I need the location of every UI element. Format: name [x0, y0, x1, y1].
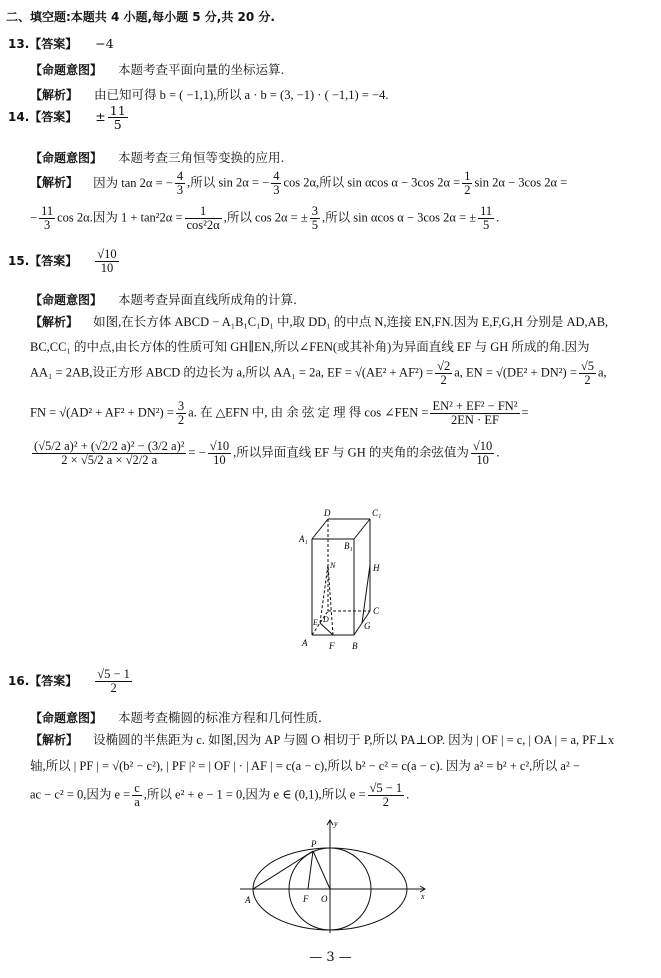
q15-l3a: AA₁ = 2AB,设正方形 ABCD 的边长为 a,所以 AA₁ = 2a, EF = √(AE² + AF²) =	[30, 365, 434, 380]
q16-analysis-line2: 轴,所以 | PF | = √(b² − c²), | PF |² = | OF | · | AF | = c(a − c),所以 b² − c² = c(a − c). 因为 a² = b² + c²,所以 a² −	[30, 759, 580, 773]
q15-l5-frac1	[208, 440, 231, 467]
edge-d1a1	[312, 519, 328, 539]
q15-intent-line	[30, 290, 297, 308]
q14-frac1	[175, 170, 185, 197]
q16-l3a: ac − c² = 0,因为 e =	[30, 787, 131, 802]
label-b: B	[352, 641, 358, 651]
q15-l4f2n: EN² + EF² − FN²	[432, 399, 518, 413]
q16-intent: 本题考查椭圆的标准方程和几何性质.	[118, 710, 322, 725]
q15-intent: 本题考查异面直线所成角的计算.	[118, 292, 297, 307]
label-b1: B₁	[344, 541, 353, 551]
q16-answer-den: 2	[110, 681, 117, 696]
label-p: P	[311, 839, 317, 849]
q16-l3f2d: 2	[382, 795, 389, 810]
q15-analysis-line2: BC,CC₁ 的中点,由长方体的性质可知 GH∥EN,所以∠FEN(或其补角)为异面直线 EF 与 GH 所成的角.因为	[30, 340, 590, 354]
q15-l5-frac2	[471, 440, 494, 467]
q13-answer-line	[8, 35, 114, 52]
q14-f6n: 3	[311, 204, 318, 218]
q14-f4n: 11	[41, 204, 54, 218]
q15-l5-den: 2 × √5/2 a × √2/2 a	[61, 453, 158, 468]
q14-l1a: 因为 tan 2α = −	[93, 175, 173, 190]
q16-l3-frac1	[132, 782, 142, 809]
q14-f5d: cos²2α	[186, 218, 220, 233]
q15-l5-bigfrac	[32, 440, 186, 467]
q15-analysis-line1	[30, 312, 608, 330]
label-d: D	[323, 615, 329, 624]
q15-l4b: a. 在 △EFN 中, 由 余 弦 定 理 得 cos ∠FEN =	[188, 405, 429, 420]
q15-l3b: a, EN = √(DE² + DN²) =	[454, 365, 577, 380]
q14-l2d: ,所以 sin αcos α − 3cos 2α = ±	[321, 210, 477, 225]
q15-l4c: =	[521, 405, 529, 420]
q14-answer-den: 5	[113, 117, 122, 133]
q15-answer-den: 10	[100, 261, 114, 276]
ellipse-figure	[235, 815, 435, 935]
q14-l2a: −	[30, 210, 38, 225]
q14-l2c: ,所以 cos 2α = ±	[223, 210, 308, 225]
segment-gh	[362, 565, 370, 623]
label-a: A	[302, 638, 308, 648]
q15-l4fn: 3	[177, 399, 185, 413]
q16-analysis-tag: 【解析】	[30, 733, 79, 747]
q15-analysis-tag: 【解析】	[30, 315, 79, 329]
q14-f7n: 11	[480, 204, 493, 218]
q15-l5a: = −	[188, 445, 206, 460]
q14-frac3	[462, 170, 472, 197]
q15-l3f1d: 2	[440, 373, 447, 388]
q16-analysis-line1	[30, 730, 614, 748]
q14-l2b: cos 2α.因为 1 + tan²2α =	[57, 210, 183, 225]
q15-answer-num: √10	[97, 247, 117, 261]
q14-answer-num: 11	[109, 103, 126, 118]
q13-answer-tag: 【答案】	[29, 37, 78, 51]
q14-f2n: 4	[273, 169, 280, 183]
q14-f6d: 5	[311, 218, 318, 233]
q16-l3c: .	[406, 787, 410, 802]
q14-f3n: 1	[464, 169, 471, 183]
q15-l3-frac2	[579, 360, 596, 387]
q14-intent-tag: 【命题意图】	[30, 151, 103, 165]
q15-l5f2d: 10	[476, 453, 489, 468]
q13-answer: −4	[95, 36, 114, 51]
q16-answer-line	[8, 668, 134, 695]
q16-answer-tag: 【答案】	[29, 674, 78, 689]
page-number: — 3 —	[309, 950, 352, 965]
q16-intent-tag: 【命题意图】	[30, 711, 103, 725]
q14-intent: 本题考查三角恒等变换的应用.	[118, 150, 285, 165]
q15-l5-num: (√5/2 a)² + (√2/2 a)² − (3/2 a)²	[34, 439, 185, 453]
q14-frac7	[478, 205, 494, 232]
label-a-point: A	[245, 895, 251, 905]
q16-analysis-line3	[30, 782, 409, 809]
cuboid-figure	[290, 505, 400, 655]
segment-op	[313, 851, 330, 889]
q14-analysis-tag: 【解析】	[30, 175, 79, 190]
label-e: E	[313, 618, 318, 627]
q15-l3f2n: √5	[580, 359, 594, 373]
q15-l5fn: √10	[209, 439, 230, 453]
q16-l3f2n: √5 − 1	[369, 781, 403, 795]
q14-l2e: .	[496, 210, 500, 225]
q13-intent-line	[30, 60, 284, 78]
q14-answer-line	[8, 104, 130, 131]
q15-answer-fraction	[95, 248, 118, 275]
q16-number: 16.	[8, 674, 30, 689]
q15-l4f2d: 2EN · EF	[451, 413, 499, 428]
label-a1: A₁	[299, 534, 308, 544]
q15-l1: 如图,在长方体 ABCD − A₁B₁C₁D₁ 中,取 DD₁ 的中点 N,连接 EN,FN.因为 E,F,G,H 分别是 AD,AB,	[93, 315, 609, 329]
q15-l5f2n: √10	[472, 439, 493, 453]
q13-analysis-line	[30, 85, 388, 103]
q16-intent-line	[30, 708, 322, 726]
q14-number: 14.	[8, 110, 30, 125]
q15-analysis-line5	[30, 440, 499, 467]
label-c1: C₁	[372, 508, 382, 518]
label-g: G	[364, 621, 371, 631]
q14-f4d: 3	[43, 218, 51, 233]
q15-l5b: ,所以异面直线 EF 与 GH 的夹角的余弦值为	[233, 445, 469, 460]
q15-intent-tag: 【命题意图】	[30, 293, 103, 307]
q13-number: 13.	[8, 37, 30, 51]
label-d1: D	[324, 508, 331, 518]
q15-l4fd: 2	[177, 413, 185, 428]
q14-f7d: 5	[483, 218, 490, 233]
section-title: 二、填空题:本题共 4 小题,每小题 5 分,共 20 分.	[6, 10, 275, 24]
q14-frac5	[185, 205, 222, 232]
q14-frac2	[271, 170, 281, 197]
q16-l3fn: c	[134, 781, 140, 795]
q15-l3f1n: √2	[437, 359, 451, 373]
q14-analysis-line2	[30, 205, 499, 232]
label-f: F	[329, 641, 335, 651]
q14-l1d: sin 2α − 3cos 2α =	[474, 175, 568, 190]
q15-l3f2d: 2	[584, 373, 591, 388]
label-o: O	[321, 894, 328, 904]
label-c: C	[373, 606, 380, 616]
q14-f5n: 1	[185, 205, 222, 219]
q14-analysis-line1	[30, 170, 567, 197]
q14-f2d: 3	[273, 183, 280, 198]
edge-b1c1	[354, 519, 370, 539]
q13-analysis: 由已知可得 b = ( −1,1),所以 a · b = (3, −1) · ( −1,1) = −4.	[94, 88, 389, 102]
q15-l3c: a,	[598, 365, 607, 380]
q16-l3fd: a	[134, 795, 140, 810]
q15-analysis-line4	[30, 400, 529, 427]
q14-f3d: 2	[464, 183, 471, 198]
q14-answer-fraction	[108, 104, 128, 131]
q15-l4-frac1	[176, 400, 186, 427]
q14-intent-line	[30, 148, 284, 166]
q13-analysis-tag: 【解析】	[30, 88, 79, 102]
q15-analysis-line3	[30, 360, 607, 387]
q14-l1c: cos 2α,所以 sin αcos α − 3cos 2α =	[283, 175, 461, 190]
segment-pf	[308, 851, 313, 889]
q14-frac4	[39, 205, 55, 232]
q15-number: 15.	[8, 254, 30, 269]
q15-l4a: FN = √(AD² + AF² + DN²) =	[30, 405, 174, 420]
q14-f1d: 3	[176, 183, 184, 198]
q16-l1: 设椭圆的半焦距为 c. 如图,因为 AP 与圆 O 相切于 P,所以 PA⊥OP. 因为 | OF | = c, | OA | = a, PF⊥x	[93, 733, 615, 747]
segment-ef	[320, 623, 333, 635]
q16-l3b: ,所以 e² + e − 1 = 0,因为 e ∈ (0,1),所以 e =	[143, 787, 366, 802]
q15-l5fd: 10	[213, 453, 226, 468]
label-h: H	[373, 563, 380, 573]
q15-l3-frac1	[435, 360, 452, 387]
q14-frac6	[310, 205, 320, 232]
label-f-point: F	[303, 894, 309, 904]
q13-intent: 本题考查平面向量的坐标运算.	[118, 62, 285, 77]
label-n: N	[330, 561, 336, 570]
q15-l4-frac2	[430, 400, 519, 427]
q16-answer-num: √5 − 1	[97, 667, 130, 681]
q15-answer-line	[8, 248, 121, 275]
segment-fn	[328, 565, 333, 635]
q16-l3-frac2	[368, 782, 405, 809]
q15-answer-tag: 【答案】	[29, 254, 78, 269]
q14-answer-pm: ±	[95, 109, 106, 125]
q14-answer-tag: 【答案】	[29, 110, 78, 125]
label-y: y	[334, 819, 338, 828]
label-x: x	[421, 892, 425, 901]
q13-intent-tag: 【命题意图】	[30, 63, 103, 77]
q15-l5c: .	[496, 445, 500, 460]
q16-answer-fraction	[95, 668, 132, 695]
q14-l1b: ,所以 sin 2α = −	[187, 175, 270, 190]
q14-f1n: 4	[176, 169, 184, 183]
